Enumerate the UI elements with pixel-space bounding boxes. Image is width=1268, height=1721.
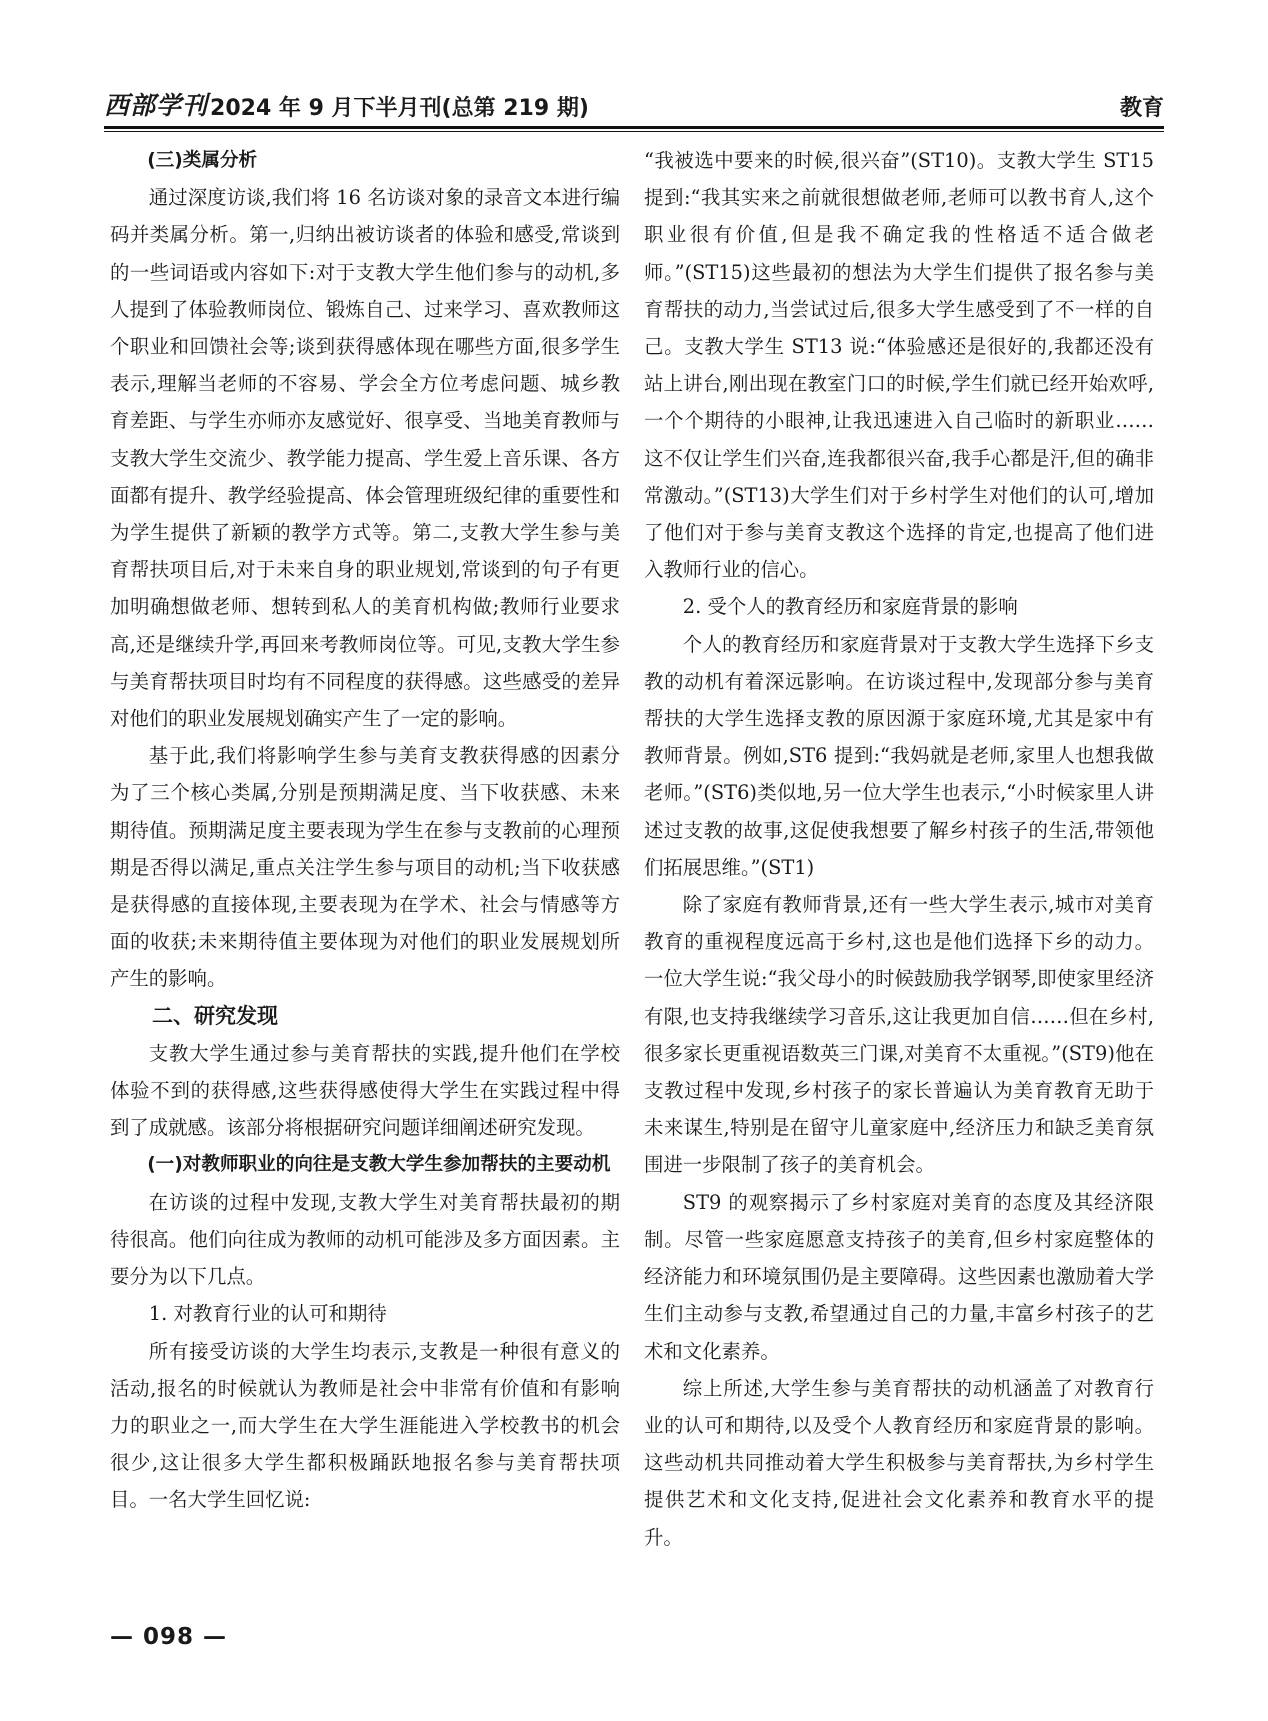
paragraph: 在访谈的过程中发现,支教大学生对美育帮扶最初的期待很高。他们向往成为教师的动机可能涉及多方面因素。主要分为以下几点。 [110, 1190, 620, 1289]
right-column [644, 142, 1154, 1556]
subsection-heading: (一)对教师职业的向往是支教大学生参加帮扶的主要动机 [147, 1154, 611, 1176]
page-number: — 098 — [110, 1624, 228, 1650]
paragraph: ST9 的观察揭示了乡村家庭对美育的态度及其经济限制。尽管一些家庭愿意支持孩子的美育,但乡村家庭整体的经济能力和环境氛围仍是主要障碍。这些因素也激励着大学生们主动参与支教,希望通过自己的力量,丰富乡村孩子的艺术和文化素养。 [644, 1190, 1154, 1363]
paragraph: 个人的教育经历和家庭背景对于支教大学生选择下乡支教的动机有着深远影响。在访谈过程中,发现部分参与美育帮扶的大学生选择支教的原因源于家庭环境,尤其是家中有教师背景。例如,ST6 提到:“我妈就是老师,家里人也想我做老师。”(ST6)类似地,另一位大学生也表示,“小时候家里人讲述过支教的故事,这促使我想要了解乡村孩子的生活,带领他们拓展思维。”(ST1) [644, 632, 1154, 879]
paragraph: 综上所述,大学生参与美育帮扶的动机涵盖了对教育行业的认可和期待,以及受个人教育经历和家庭背景的影响。这些动机共同推动着大学生积极参与美育帮扶,为乡村学生提供艺术和文化支持,促进社会文化素养和教育水平的提升。 [644, 1376, 1154, 1549]
paragraph: 基于此,我们将影响学生参与美育支教获得感的因素分为了三个核心类属,分别是预期满足度、当下收获感、未来期待值。预期满足度主要表现为学生在参与支教前的心理预期是否得以满足,重点关注学生参与项目的动机;当下收获感是获得感的直接体现,主要表现为在学术、社会与情感等方面的收获;未来期待值主要体现为对他们的职业发展规划所产生的影响。 [110, 744, 620, 991]
numbered-heading: 2. 受个人的教育经历和家庭背景的影响 [682, 595, 1018, 619]
header-left [104, 86, 589, 122]
paragraph: 所有接受访谈的大学生均表示,支教是一种很有意义的活动,报名的时候就认为教师是社会中非常有价值和有影响力的职业之一,而大学生在大学生涯能进入学校教书的机会很少,这让很多大学生都积极踊跃地报名参与美育帮扶项目。一名大学生回忆说: [110, 1339, 620, 1512]
subsection-heading: (三)类属分析 [147, 150, 258, 171]
paragraph: “我被选中要来的时候,很兴奋”(ST10)。支教大学生 ST15 提到:“我其实来之前就很想做老师,老师可以教书育人,这个职业很有价值,但是我不确定我的性格适不适合做老师。”(ST15)这些最初的想法为大学生们提供了报名参与美育帮扶的动力,当尝试过后,很多大学生感受到了不一样的自己。支教大学生 ST13 说:“体验感还是很好的,我都还没有站上讲台,刚出现在教室门口的时候,学生们就已经开始欢呼,一个个期待的小眼神,让我迅速进入自己临时的新职业……这不仅让学生们兴奋,连我都很兴奋,我手心都是汗,但的确非常激动。”(ST13)大学生们对于乡村学生对他们的认可,增加了他们对于参与美育支教这个选择的肯定,也提高了他们进入教师行业的信心。 [644, 149, 1154, 582]
paragraph: 支教大学生通过参与美育帮扶的实践,提升他们在学校体验不到的获得感,这些获得感使得大学生在实践过程中得到了成就感。该部分将根据研究问题详细阐述研究发现。 [110, 1041, 620, 1140]
header-rule-thin [104, 131, 1164, 132]
header-rule [104, 126, 1164, 129]
section-heading: 二、研究发现 [152, 1003, 278, 1028]
left-column [110, 142, 620, 1519]
section-tag: 教育 [1119, 96, 1164, 121]
page-header [104, 78, 1164, 128]
paragraph: 除了家庭有教师背景,还有一些大学生表示,城市对美育教育的重视程度远高于乡村,这也是他们选择下乡的动力。一位大学生说:“我父母小的时候鼓励我学钢琴,即使家里经济有限,也支持我继续学习音乐,这让我更加自信……但在乡村,很多家长更重视语数英三门课,对美育不太重视。”(ST9)他在支教过程中发现,乡村孩子的家长普遍认为美育教育无助于未来谋生,特别是在留守儿童家庭中,经济压力和缺乏美育氛围进一步限制了孩子的美育机会。 [644, 893, 1154, 1177]
numbered-heading: 1. 对教育行业的认可和期待 [148, 1302, 387, 1326]
journal-logo: 西部学刊 [104, 91, 209, 120]
paragraph: 通过深度访谈,我们将 16 名访谈对象的录音文本进行编码并类属分析。第一,归纳出被访谈者的体验和感受,常谈到的一些词语或内容如下:对于支教大学生他们参与的动机,多人提到了体验教师岗位、锻炼自己、过来学习、喜欢教师这个职业和回馈社会等;谈到获得感体现在哪些方面,很多学生表示,理解当老师的不容易、学会全方位考虑问题、城乡教育差距、与学生亦师亦友感觉好、很享受、当地美育教师与支教大学生交流少、教学能力提高、学生爱上音乐课、各方面都有提升、教学经验提高、体会管理班级纪律的重要性和为学生提供了新颖的教学方式等。第二,支教大学生参与美育帮扶项目后,对于未来自身的职业规划,常谈到的句子有更加明确想做老师、想转到私人的美育机构做;教师行业要求高,还是继续升学,再回来考教师岗位等。可见,支教大学生参与美育帮扶项目时均有不同程度的获得感。这些感受的差异对他们的职业发展规划确实产生了一定的影响。 [110, 186, 620, 731]
issue-info: 2024 年 9 月下半月刊(总第 219 期) [210, 96, 589, 121]
